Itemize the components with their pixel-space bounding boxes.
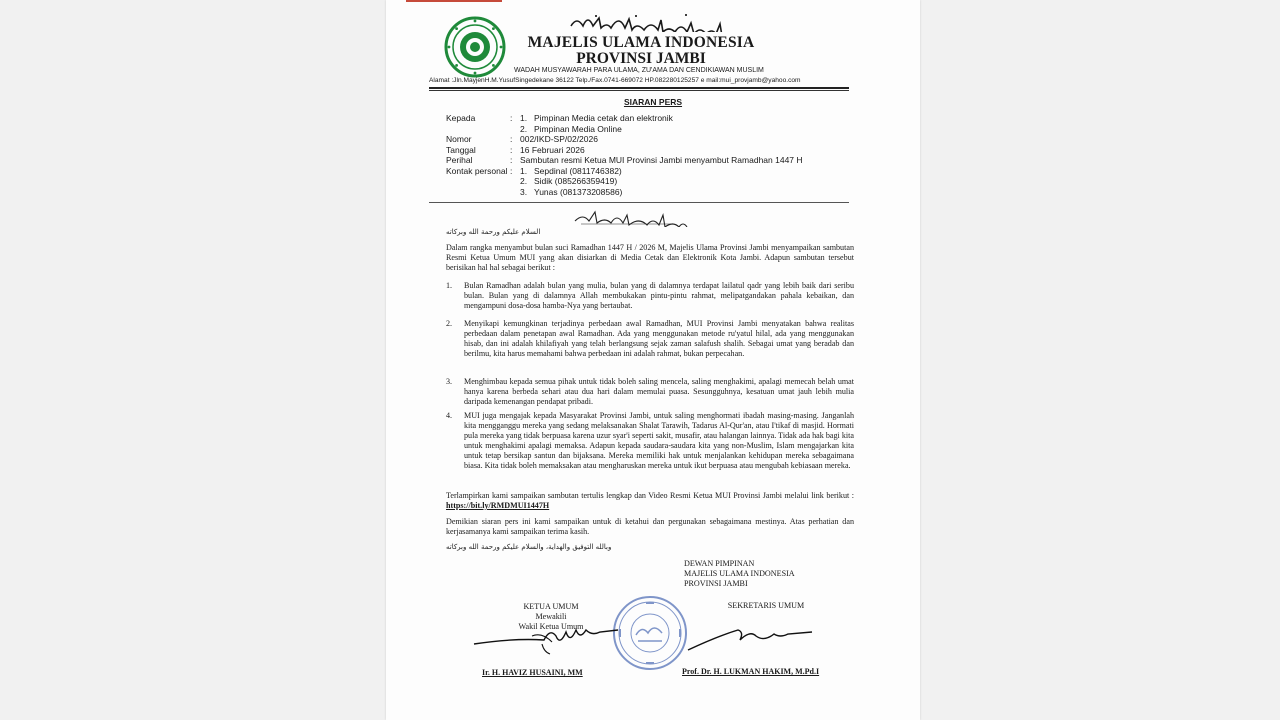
list-item — [446, 281, 854, 311]
secretary-name: Prof. Dr. H. LUKMAN HAKIM, M.Pd.I — [682, 667, 820, 676]
meta-value: Sepdinal (0811746382) — [534, 165, 622, 176]
closing-paragraph: Demikian siaran pers ini kami sampaikan untuk di ketahui dan pergunakan sebagaimana mestinya. Atas perhatian dan kerjasamanya kami sampaikan terima kasih. — [446, 517, 854, 536]
letterhead-rule-thin — [429, 90, 849, 91]
list-number: 1. — [520, 165, 528, 176]
meta-row-tanggal — [446, 145, 866, 156]
meta-value: Yunas (081373208586) — [534, 186, 623, 197]
meta-row-perihal — [446, 155, 866, 166]
basmalah-calligraphy-icon — [571, 209, 691, 227]
meta-value: 16 Februari 2026 — [520, 144, 585, 155]
org-address: Alamat :Jln.MayjenH.M.YusufSingedekane 36122 Telp./Fax.0741-669072 HP.082280125257 e mail:mui_provjamb@yahoo.com — [429, 77, 801, 84]
press-release-title: SIARAN PERS — [623, 97, 683, 107]
meta-colon: : — [510, 165, 513, 176]
meta-row-kontak-2 — [446, 176, 866, 187]
meta-value: Pimpinan Media cetak dan elektronik — [534, 113, 673, 123]
council-line: MAJELIS ULAMA INDONESIA — [684, 569, 795, 578]
meta-label: Perihal — [446, 155, 473, 165]
meta-label: Kepada — [446, 113, 476, 123]
meta-value: Sambutan resmi Ketua MUI Provinsi Jambi menyambut Ramadhan 1447 H — [520, 155, 803, 165]
chair-name: Ir. H. HAVIZ HUSAINI, MM — [482, 668, 583, 677]
secretary-signature-icon — [686, 620, 816, 654]
arabic-name-calligraphy — [566, 12, 746, 32]
document-page — [386, 0, 920, 720]
list-number: 1. — [520, 113, 528, 123]
official-stamp-icon — [612, 595, 688, 671]
right-backdrop — [920, 0, 1280, 720]
org-tagline: WADAH MUSYAWARAH PARA ULAMA, ZU'AMA DAN CENDIKIAWAN MUSLIM — [514, 67, 764, 74]
attachment-paragraph — [446, 491, 854, 511]
list-number: 4. — [446, 411, 453, 420]
meta-row-kontak — [446, 166, 866, 177]
list-item — [446, 377, 854, 407]
list-item — [446, 319, 854, 359]
meta-row-kontak-3 — [446, 187, 866, 198]
meta-value: Pimpinan Media Online — [534, 123, 622, 134]
letterhead-rule-thick — [429, 87, 849, 89]
list-number: 1. — [446, 281, 453, 290]
list-text: Menyikapi kemungkinan terjadinya perbedaan awal Ramadhan, MUI Provinsi Jambi menyatakan bahwa realitas perbedaan dalam penetapan awal Ramadhan. Ada yang menggunakan metode ru'yatul hilal, ada yang menggunakan hisab, dan ini adalah khilafiyah yang telah berlangsung sejak zaman salafush shalih. Sebagai umat yang beradab dan berilmu, kita harus memahami bahwa perbedaan ini adalah rahmat, bukan perpecahan. — [464, 319, 854, 358]
opening-greeting: السلام عليكم ورحمة الله وبركاته — [446, 228, 541, 236]
meta-label: Kontak personal — [446, 165, 508, 176]
chair-subtitle: Mewakili — [535, 612, 567, 621]
list-number: 3. — [520, 186, 528, 197]
org-name: MAJELIS ULAMA INDONESIA — [527, 34, 755, 51]
council-block — [684, 559, 795, 589]
list-text: Menghimbau kepada semua pihak untuk tidak boleh saling mencela, saling menghakimi, apalagi memecah belah umat hanya karena berbeda sehari atau dua hari dalam memulai puasa. Sesungguhnya, kesatuan umat jauh lebih mulia daripada kemenangan pendapat pribadi. — [464, 377, 854, 406]
intro-paragraph: Dalam rangka menyambut bulan suci Ramadhan 1447 H / 2026 M, Majelis Ulama Provinsi Jambi menyampaikan sambutan Resmi Ketua Umum MUI yang akan disiarkan di Media Cetak dan Elektronik Kota Jambi. Adapun sambutan tersebut berisikan hal hal sebagai berikut : — [446, 243, 854, 272]
left-backdrop — [0, 0, 386, 720]
meta-label: Tanggal — [446, 144, 476, 155]
chair-signature-icon — [472, 618, 622, 664]
meta-label: Nomor — [446, 134, 472, 144]
closing-greeting: وبالله التوفيق والهداية، والسلام عليكم ورحمة الله وبركاته — [446, 543, 612, 551]
chair-title: KETUA UMUM — [523, 602, 579, 611]
meta-row-nomor — [446, 134, 866, 145]
meta-value: Sidik (085266359419) — [534, 176, 618, 186]
meta-colon: : — [510, 113, 513, 123]
list-number: 2. — [520, 123, 528, 134]
list-text: Bulan Ramadhan adalah bulan yang mulia, bulan yang di dalamnya terdapat lailatul qadr yang lebih baik dari seribu bulan. Bulan yang di dalamnya Allah membukakan pintu-pintu rahmat, melipatgandakan pahala kebaikan, dan mengampuni dosa-dosa hamba-Nya yang bertaubat. — [464, 281, 854, 310]
top-edge-mark — [406, 0, 502, 2]
attachment-text: Terlampirkan kami sampaikan sambutan tertulis lengkap dan Video Resmi Ketua MUI Provinsi Jambi melalui link berikut : — [446, 491, 854, 500]
council-line: DEWAN PIMPINAN — [684, 559, 755, 568]
meta-divider — [429, 202, 849, 203]
meta-row-kepada-2 — [446, 124, 866, 135]
secretary-title: SEKRETARIS UMUM — [727, 601, 805, 610]
list-number: 2. — [446, 319, 453, 328]
attachment-link[interactable]: https://bit.ly/RMDMUI1447H — [446, 500, 550, 510]
meta-colon: : — [510, 134, 513, 144]
list-number: 3. — [446, 377, 453, 386]
press-release-meta — [446, 113, 866, 197]
list-text: MUI juga mengajak kepada Masyarakat Provinsi Jambi, untuk saling menghormati ibadah masing-masing. Janganlah kita mengganggu mereka yang sedang melaksanakan Shalat Tarawih, Tadarus Al-Qur'an, atau I'tikaf di masjid. Hormati pula mereka yang tidak berpuasa karena uzur syar'i seperti sakit, musafir, atau halangan lainnya. Tidak ada hak bagi kita untuk menghakimi apalagi memaksa. Adapun kepada saudara-saudara kita yang non-Muslim, Islam mengajarkan kita untuk tetap bersikap santun dan bijaksana. Mereka memiliki hak untuk menjalankan kehidupan mereka sebagaimana biasa. Kita tidak boleh memaksakan atau mengharuskan mereka untuk ikut berpuasa atau mengubah kebiasaan mereka. — [464, 411, 854, 470]
meta-value: 002/IKD-SP/02/2026 — [520, 134, 598, 144]
council-line: PROVINSI JAMBI — [684, 579, 748, 588]
chair-subtitle: Wakil Ketua Umum — [518, 622, 584, 631]
list-number: 2. — [520, 176, 528, 186]
meta-colon: : — [510, 144, 513, 155]
list-item — [446, 411, 854, 470]
org-province: PROVINSI JAMBI — [576, 50, 706, 67]
meta-colon: : — [510, 155, 513, 165]
secretary-signature-block — [696, 601, 836, 610]
mui-emblem-icon — [444, 16, 506, 78]
meta-row-kepada — [446, 113, 866, 124]
